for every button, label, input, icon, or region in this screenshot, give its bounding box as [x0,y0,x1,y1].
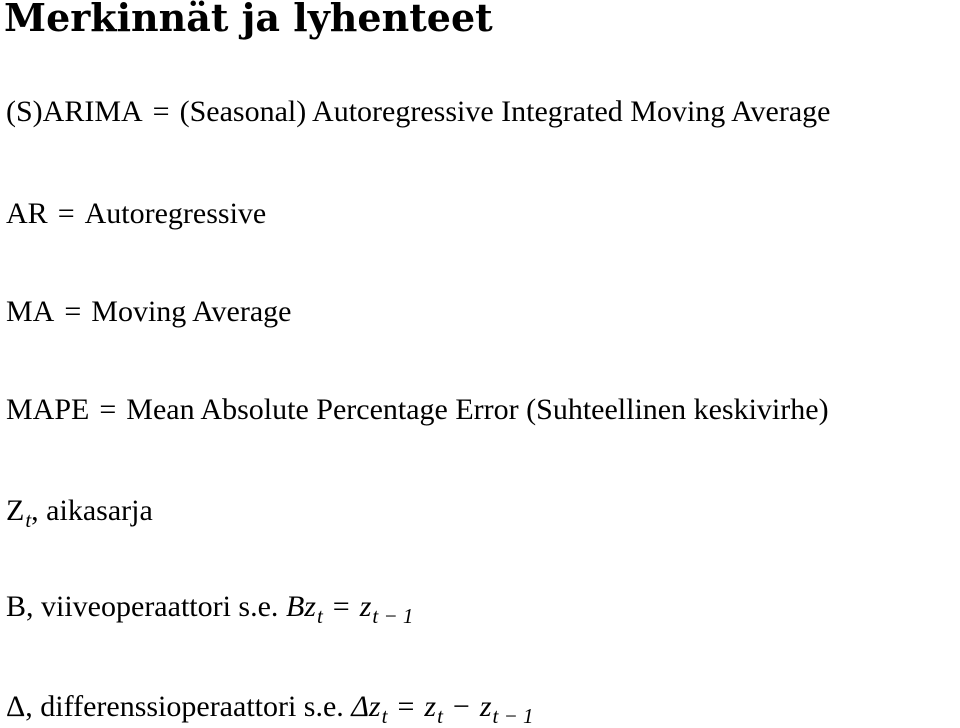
abbreviation: (S)ARIMA [6,95,143,128]
definition: , differenssioperaattori s.e. [25,690,352,723]
abbreviation: MA [6,295,55,328]
entry-sarima [6,95,831,128]
entry-delta [6,690,534,728]
entry-zt [6,494,153,532]
definition: Mean Absolute Percentage Error (Suhteellinen keskivirhe) [126,393,829,426]
symbol: Z [6,494,25,527]
definition: (Seasonal) Autoregressive Integrated Moving Average [179,95,831,128]
formula-lhs: Bz [285,590,316,623]
equals-sign: = [99,393,117,426]
page-title: Merkinnät ja lyhenteet [4,0,493,40]
formula-lhs-subscript: t [381,704,388,728]
formula-equals: = [332,590,350,623]
formula-equals: = [397,690,415,723]
entry-b [6,590,414,628]
symbol: Δ [6,690,26,723]
definition: Moving Average [91,295,292,328]
equals-sign: = [57,197,75,230]
abbreviation: AR [6,197,48,230]
entry-ar [6,197,266,230]
formula-term-1-subscript: t [437,704,443,728]
definition: , viiveoperaattori s.e. [26,590,286,623]
formula-rhs-subscript: t − 1 [372,604,414,628]
formula-term-2: z [479,690,492,723]
equals-sign: = [152,95,170,128]
equals-sign: = [64,295,82,328]
definition: , aikasarja [31,494,153,527]
formula-term-2-subscript: t − 1 [492,704,534,728]
symbol: B [6,590,27,623]
formula-minus: − [452,690,470,723]
abbreviation: MAPE [6,393,90,426]
entry-ma [6,295,292,328]
entry-mape [6,393,829,426]
subscript: t [25,508,32,532]
formula-term-1: z [424,690,437,723]
formula-rhs: z [359,590,372,623]
formula-lhs-subscript: t [316,604,323,628]
formula-lhs: Δz [351,690,381,723]
definition: Autoregressive [84,197,267,230]
